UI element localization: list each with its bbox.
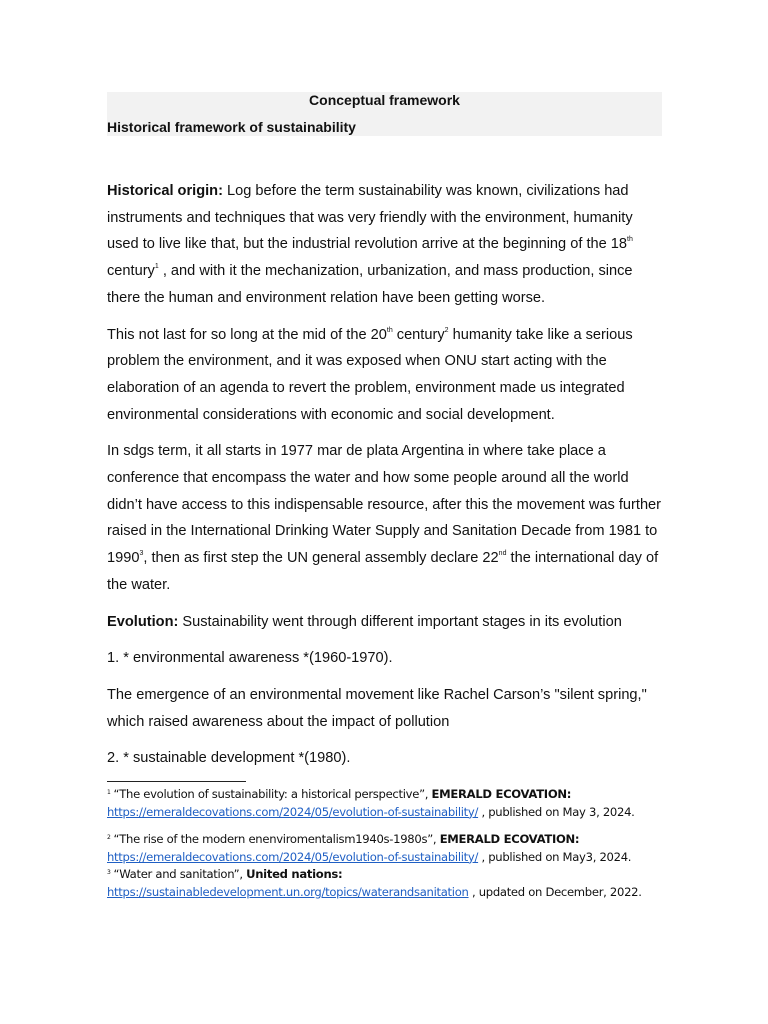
text-span: humanity take like a serious problem the environment, and it was exposed when ONU start acting with the elaboration of an agenda to revert the problem, environment made us integrated environmental considerations with economic and social development. (107, 326, 633, 423)
document-body (107, 178, 662, 782)
footnote-number: 1 (107, 789, 111, 796)
footnote-date: , published on May 3, 2024. (478, 804, 635, 819)
document-title: Conceptual framework (309, 92, 460, 108)
superscript: th (386, 326, 393, 334)
list-item-2: 2. * sustainable development *(1980). (107, 750, 351, 767)
footnote-number: 2 (107, 834, 111, 841)
text-span: , then as first step the UN general assembly declare 22 (143, 550, 499, 567)
label-historical-origin: Historical origin: (107, 183, 223, 199)
footnote-text: “The evolution of sustainability: a historical perspective”, (113, 787, 432, 801)
footnote-source: United nations: (246, 867, 343, 881)
footnote-link[interactable]: https://emeraldecovations.com/2024/05/evolution-of-sustainability/ (107, 804, 479, 819)
heading-block (107, 92, 662, 136)
footnote-3 (107, 866, 667, 901)
footnote-text: “Water and sanitation”, (113, 867, 247, 881)
footnote-link[interactable]: https://emeraldecovations.com/2024/05/evolution-of-sustainability/ (107, 849, 479, 864)
footnotes (107, 786, 667, 901)
footnote-separator (107, 781, 246, 782)
footnote-link[interactable]: https://sustainabledevelopment.un.org/topics/waterandsanitation (107, 884, 469, 899)
paragraph-20th-century (107, 322, 662, 429)
label-evolution: Evolution: (107, 613, 179, 630)
text-span: In sdgs term, it all starts in 1977 mar de plata Argentina in where take place a conference that encompass the water and how some people around all the world didn’t have access to this indispensable resource, after this the movement was further raised in the International Drinking Water Supply and Sanitation Decade from 1981 to 1990 (107, 443, 662, 567)
text-span: , and with it the mechanization, urbanization, and mass production, since there the human and environment relation have been getting worse. (107, 263, 633, 306)
superscript: nd (498, 550, 507, 558)
paragraph-silent-spring: The emergence of an environmental movement like Rachel Carson’s "silent spring," which raised awareness about the impact of pollution (107, 686, 647, 730)
text-span: Log before the term sustainability was known, civilizations had instruments and techniques that was very friendly with the environment, humanity used to live like that, but the industrial revolution arrive at the beginning of the 18 (107, 183, 633, 253)
footnote-source: EMERALD ECOVATION: (439, 832, 580, 846)
paragraph-sdgs (107, 438, 662, 598)
footnote-ref-3[interactable]: 3 (139, 550, 144, 558)
footnote-source: EMERALD ECOVATION: (431, 787, 572, 801)
footnote-date: , published on May3, 2024. (478, 849, 632, 864)
text-span: the international day of the water. (107, 550, 659, 593)
paragraph-evolution (107, 609, 662, 636)
section-title: Historical framework of sustainability (107, 119, 356, 135)
footnote-number: 3 (107, 869, 111, 876)
text-span: century (392, 326, 445, 343)
footnote-1 (107, 786, 667, 821)
list-item-1: 1. * environmental awareness *(1960-1970). (107, 650, 393, 667)
paragraph-historical-origin (107, 178, 662, 312)
footnote-2 (107, 831, 667, 866)
footnote-gap (107, 821, 667, 831)
footnote-ref-2[interactable]: 2 (444, 326, 449, 334)
text-span: Sustainability went through different important stages in its evolution (178, 613, 622, 630)
footnote-date: , updated on December, 2022. (468, 884, 642, 899)
document-header (107, 92, 662, 136)
footnote-text: “The rise of the modern enenviromentalism1940s-1980s”, (113, 832, 440, 846)
text-span: This not last for so long at the mid of the 20 (107, 326, 387, 343)
text-span: century (107, 263, 155, 280)
superscript: th (627, 236, 633, 244)
footnote-ref-1[interactable]: 1 (154, 263, 159, 271)
